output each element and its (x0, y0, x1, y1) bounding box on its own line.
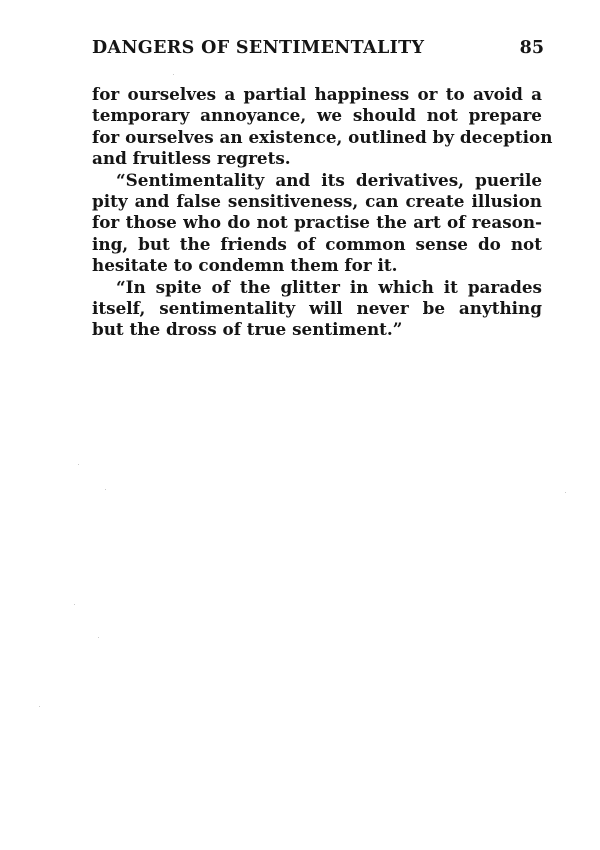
text-line: itself, sentimentality will never be anything (92, 297, 542, 318)
text-line: pity and false sensitiveness, can create illusion (92, 190, 542, 211)
body-text (92, 84, 553, 341)
scan-speck (105, 489, 106, 490)
page-number: 85 (519, 38, 544, 58)
running-head: DANGERS OF SENTIMENTALITY (92, 38, 425, 58)
text-line: but the dross of true sentiment.” (92, 319, 403, 340)
text-line: ing, but the friends of common sense do not (92, 233, 542, 254)
text-line: “In spite of the glitter in which it parades (116, 276, 542, 297)
text-line: and fruitless regrets. (92, 148, 291, 169)
scan-speck (565, 492, 566, 493)
text-line: for ourselves a partial happiness or to avoid a (92, 84, 542, 104)
text-line: hesitate to condemn them for it. (92, 255, 398, 276)
text-line: for those who do not practise the art of reason- (92, 212, 542, 233)
text-line: temporary annoyance, we should not prepare (92, 105, 542, 126)
scan-speck (173, 74, 174, 75)
scan-speck (98, 637, 99, 638)
paragraph-glitter (92, 277, 542, 341)
scan-speck (39, 706, 40, 707)
text-line: for ourselves an existence, outlined by deception (92, 126, 553, 147)
paragraph-sentimentality-derivatives (92, 170, 542, 277)
scan-speck (74, 604, 75, 605)
paragraph-continuation (92, 84, 553, 170)
page-header (92, 38, 544, 62)
scan-speck (78, 464, 79, 465)
text-line: “Sentimentality and its derivatives, puerile (116, 169, 542, 190)
